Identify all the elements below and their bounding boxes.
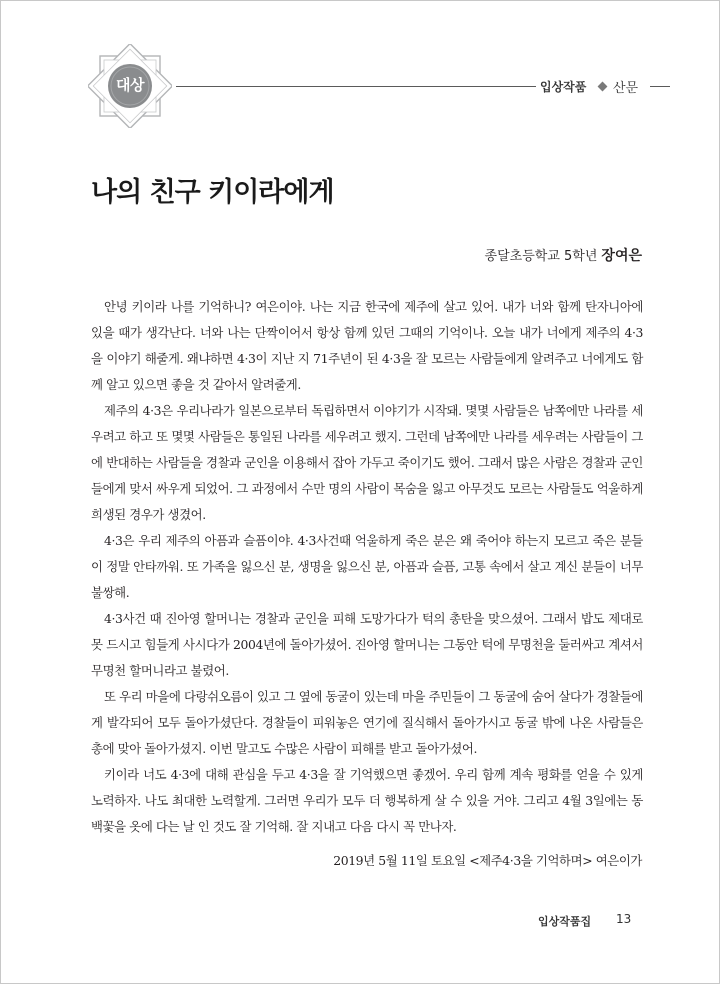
article-body bbox=[91, 294, 643, 840]
author-line bbox=[485, 245, 642, 265]
paragraph: 안녕 키이라 나를 기억하니? 여은이야. 나는 지금 한국에 제주에 살고 있어. 내가 너와 함께 탄자니아에 있을 때가 생각난다. 너와 나는 단짝이어서 항상 함께 있던 그때의 기억이나. 오늘 내가 너에게 제주의 4·3을 이야기 해줄게. 왜냐하면 4·3이 지난 지 71주년이 된 4·3을 잘 모르는 사람들에게 알려주고 너에게도 함께 알고 있으면 좋을 것 같아서 알려줄게. bbox=[91, 299, 643, 392]
article-title: 나의 친구 키이라에게 bbox=[91, 177, 334, 208]
paragraph: 또 우리 마을에 다랑쉬오름이 있고 그 옆에 동굴이 있는데 마을 주민들이 그 동굴에 숨어 살다가 경찰들에게 발각되어 모두 돌아가셨단다. 경찰들이 피워놓은 연기에 질식해서 돌아가시고 동굴 밖에 나온 사람들은 총에 맞아 돌아가셨지. 이번 말고도 수많은 사람이 피해를 받고 돌아가셨어. bbox=[91, 689, 643, 756]
paragraph: 4·3은 우리 제주의 아픔과 슬픔이야. 4·3사건때 억울하게 죽은 분은 왜 죽어야 하는지 모르고 죽은 분들이 정말 안타까워. 또 가족을 잃으신 분, 생명을 잃으신 분, 아픔과 슬픔, 고통 속에서 살고 계신 분들이 너무 불쌍해. bbox=[91, 533, 643, 600]
badge-label: 대상 bbox=[116, 76, 144, 94]
paragraph: 4·3사건 때 진아영 할머니는 경찰과 군인을 피해 도망가다가 턱의 총탄을 맞으셨어. 그래서 밥도 제대로 못 드시고 힘들게 사시다가 2004년에 돌아가셨어. 진아영 할머니는 그동안 턱에 무명천을 둘러싸고 계셔서 무명천 할머니라고 불렸어. bbox=[91, 611, 643, 678]
author-name: 장여은 bbox=[601, 248, 642, 264]
letter-signoff: 2019년 5월 11일 토요일 <제주4·3을 기억하며> 여은이가 bbox=[333, 853, 642, 868]
section-label: 입상작품 bbox=[540, 80, 587, 94]
page-number: 13 bbox=[616, 912, 632, 926]
paragraph: 제주의 4·3은 우리나라가 일본으로부터 독립하면서 이야기가 시작돼. 몇몇 사람들은 남쪽에만 나라를 세우려고 하고 또 몇몇 사람들은 통일된 나라를 세우려고 했지. 그런데 남쪽에만 나라를 세우려는 사람들이 그에 반대하는 사람들을 경찰과 군인을 이용해서 잡아 가두고 죽이기도 했어. 그래서 많은 사람은 경찰과 군인들에게 맞서 싸우게 되었어. 그 과정에서 수만 명의 사람이 목숨을 잃고 아무것도 모르는 사람들도 억울하게 희생된 경우가 생겼어. bbox=[91, 403, 643, 522]
category-label: 산문 bbox=[613, 81, 639, 96]
header-rule-tail bbox=[650, 86, 670, 87]
paragraph: 키이라 너도 4·3에 대해 관심을 두고 4·3을 잘 기억했으면 좋겠어. 우리 함께 계속 평화를 얻을 수 있게 노력하자. 나도 최대한 노력할게. 그러면 우리가 모두 더 행복하게 살 수 있을 거야. 그리고 4월 3일에는 동백꽃을 옷에 다는 날 인 것도 잘 기억해. 잘 지내고 다음 다시 꼭 만나자. bbox=[91, 767, 643, 834]
award-badge bbox=[88, 44, 172, 128]
author-school: 종달초등학교 5학년 bbox=[484, 249, 598, 264]
header-rule bbox=[176, 86, 536, 87]
footer-book-title: 입상작품집 bbox=[538, 915, 592, 928]
